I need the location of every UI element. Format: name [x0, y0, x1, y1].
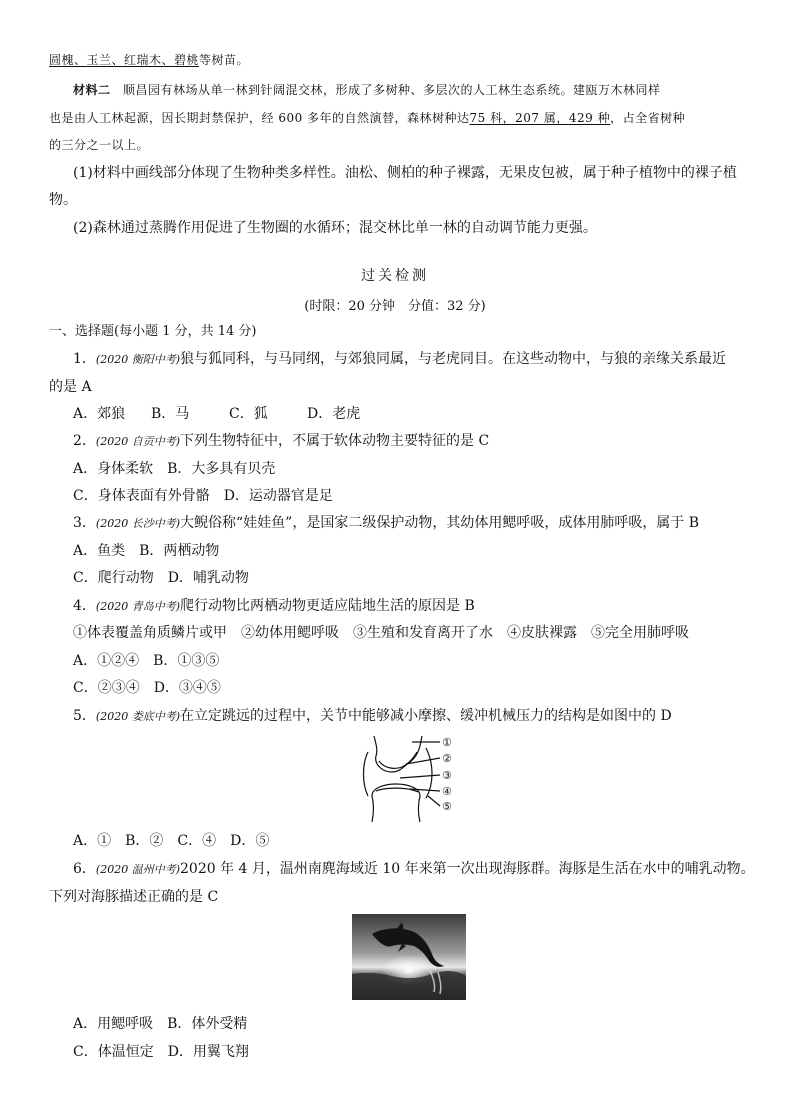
- question-4-stem: 4．(2020 青岛中考)爬行动物比两栖动物更适应陆地生活的原因是 B: [73, 598, 475, 614]
- figure-label-3: ③: [442, 769, 452, 782]
- leader-line-5: [428, 796, 440, 806]
- joint-diagram: [360, 734, 470, 824]
- option-b: B．马: [151, 406, 190, 422]
- question-source: (2020 青岛中考): [95, 600, 180, 613]
- underlined-species-count: 75 科，207 属，429 种: [469, 111, 611, 125]
- option-a: A．郊狼: [73, 406, 126, 422]
- question-3-options-row1: A．鱼类 B．两栖动物: [73, 543, 220, 559]
- question-3-stem: 3．(2020 长沙中考)大鲵俗称“娃娃鱼”，是国家二级保护动物，其幼体用鳃呼吸，成体用肺呼吸，属于 B: [73, 515, 700, 531]
- question-source: (2020 衡阳中考): [95, 353, 180, 366]
- question-4-items: ①体表覆盖角质鳞片或甲 ②幼体用鳃呼吸 ③生殖和发育离开了水 ④皮肤裸露 ⑤完全用肺呼吸: [73, 625, 689, 641]
- answer-1-line2: 物。: [49, 192, 77, 208]
- material2-label: 材料二: [73, 83, 111, 97]
- question-source: (2020 长沙中考): [95, 517, 180, 530]
- question-4-options-row1: A．①②④ B．①③⑤: [73, 653, 220, 669]
- question-5-options: A．① B．② C．④ D．⑤: [73, 833, 270, 849]
- figure-label-1: ①: [442, 736, 452, 749]
- question-1-stem-cont: 的是 A: [49, 379, 92, 395]
- underlined-tree-list: 圆槐、玉兰、红瑞木、碧桃: [49, 53, 200, 67]
- material2-line2: 也是由人工林起源，因长期封禁保护，经 600 多年的自然演替，森林树种达75 科，207 属，429 种，占全省树种: [49, 111, 686, 125]
- question-4-options-row2: C．②③④ D．③④⑤: [73, 680, 221, 696]
- section-title: 过关检测: [361, 268, 429, 284]
- leader-line-3: [400, 775, 440, 778]
- figure-label-4: ④: [442, 785, 452, 798]
- material2-line3: 的三分之一以上。: [49, 138, 150, 152]
- material-intro-tail: 圆槐、玉兰、红瑞木、碧桃等树苗。: [49, 53, 250, 67]
- question-1-options: [73, 404, 360, 424]
- joint-diagram-svg: [360, 734, 470, 824]
- question-2-options-row2: C．身体表面有外骨骼 D．运动器官是足: [73, 488, 333, 504]
- answer-2-line1: (2)森林通过蒸腾作用促进了生物圈的水循环；混交林比单一林的自动调节能力更强。: [73, 220, 597, 236]
- question-3-options-row2: C．爬行动物 D．哺乳动物: [73, 570, 249, 586]
- question-source: (2020 温州中考): [95, 863, 180, 876]
- dolphin-photo: [352, 914, 466, 1000]
- joint-capsule-left: [364, 752, 369, 796]
- part-one-heading: 一、选择题(每小题 1 分，共 14 分): [49, 324, 257, 339]
- option-c: C．狐: [229, 406, 268, 422]
- question-6-options-row1: A．用鳃呼吸 B．体外受精: [73, 1016, 248, 1032]
- material2-line1: 材料二 顺昌园有林场从单一林到针阔混交林，形成了多树种、多层次的人工林生态系统。建瓯万木林同样: [73, 83, 661, 97]
- dolphin-photo-svg: [352, 914, 466, 1000]
- option-d: D．老虎: [307, 406, 361, 422]
- question-6-options-row2: C．体温恒定 D．用翼飞翔: [73, 1044, 249, 1060]
- figure-label-2: ②: [442, 752, 452, 765]
- question-5-stem: 5．(2020 娄底中考)在立定跳远的过程中，关节中能够减小摩擦、缓冲机械压力的结构是如图中的 D: [73, 708, 672, 724]
- question-2-stem: 2．(2020 自贡中考)下列生物特征中，不属于软体动物主要特征的是 C: [73, 433, 490, 449]
- question-2-options-row1: A．身体柔软 B．大多具有贝壳: [73, 461, 276, 477]
- question-source: (2020 娄底中考): [95, 710, 180, 723]
- question-6-stem: 6．(2020 温州中考)2020 年 4 月，温州南麂海域近 10 年来第一次出现海豚群。海豚是生活在水中的哺乳动物。: [73, 861, 755, 877]
- question-source: (2020 自贡中考): [95, 435, 180, 448]
- figure-label-5: ⑤: [442, 800, 452, 813]
- answer-1-line1: (1)材料中画线部分体现了生物种类多样性。油松、侧柏的种子裸露，无果皮包被，属于种子植物中的裸子植: [73, 165, 737, 181]
- upper-cartilage: [379, 752, 417, 768]
- section-subtitle: (时限：20 分钟 分值：32 分): [304, 299, 486, 314]
- question-6-stem-cont: 下列对海豚描述正确的是 C: [49, 889, 219, 905]
- question-1-stem: 1．(2020 衡阳中考)狼与狐同科，与马同纲，与郊狼同属，与老虎同目。在这些动物中，与狼的亲缘关系最近: [73, 351, 726, 367]
